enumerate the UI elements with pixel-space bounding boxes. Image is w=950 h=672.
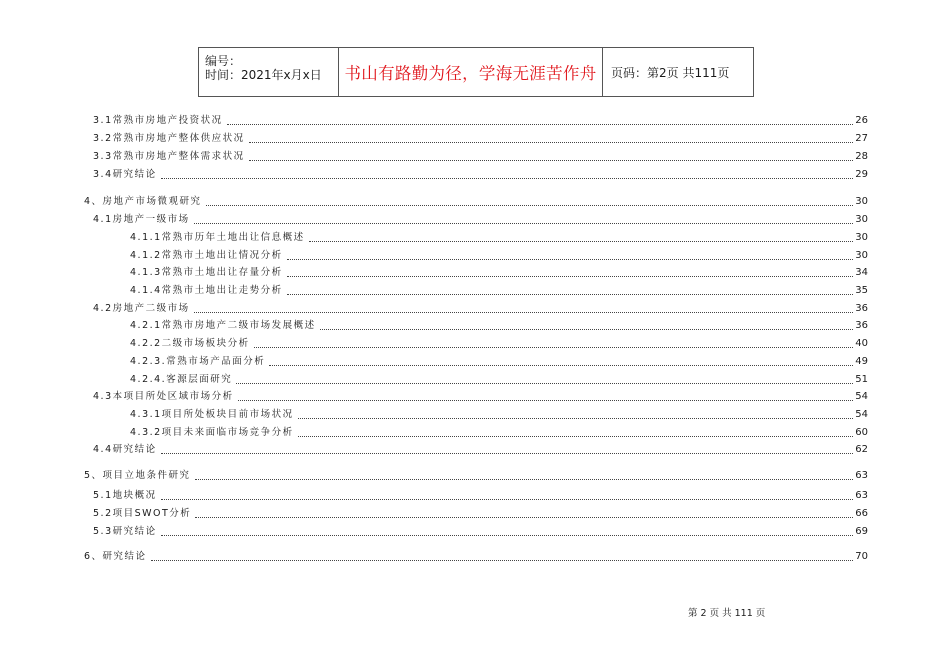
toc-entry[interactable]: [93, 486, 868, 503]
toc-entry-page: 63: [855, 470, 868, 481]
toc-entry-label: 5.2项目SWOT分析: [93, 508, 192, 519]
toc-leader-dots: [249, 149, 854, 161]
toc-entry-page: 36: [855, 303, 868, 314]
toc-entry-label: 5.3研究结论: [93, 526, 157, 537]
header-motto-cell: [339, 48, 603, 96]
toc-entry[interactable]: [130, 370, 868, 387]
toc-leader-dots: [227, 113, 854, 125]
toc-entry[interactable]: [93, 299, 868, 316]
toc-entry-page: 30: [855, 250, 868, 261]
toc-entry-page: 26: [855, 115, 868, 126]
toc-entry[interactable]: [130, 352, 868, 369]
toc-entry-label: 4.4研究结论: [93, 444, 157, 455]
toc-leader-dots: [254, 336, 854, 348]
toc-entry-page: 66: [855, 508, 868, 519]
toc-entry-label: 4.1.4常熟市土地出让走势分析: [130, 285, 283, 296]
toc-entry-label: 5、项目立地条件研究: [84, 470, 191, 481]
toc-entry[interactable]: [130, 423, 868, 440]
toc-entry-label: 4.3.1项目所处板块目前市场状况: [130, 409, 294, 420]
toc-entry-page: 30: [855, 214, 868, 225]
toc-entry[interactable]: [93, 440, 868, 457]
toc-entry[interactable]: [130, 246, 868, 263]
toc-entry[interactable]: [93, 504, 868, 521]
toc-entry-page: 49: [855, 356, 868, 367]
toc-entry-label: 6、研究结论: [84, 551, 147, 562]
toc-leader-dots: [161, 442, 854, 454]
header-motto: 书山有路勤为径，学海无涯苦作舟: [344, 64, 597, 83]
toc-leader-dots: [287, 265, 854, 277]
toc-leader-dots: [298, 407, 854, 419]
toc-entry[interactable]: [84, 547, 868, 564]
toc-leader-dots: [287, 283, 854, 295]
toc-entry-page: 60: [855, 427, 868, 438]
toc-entry-page: 54: [855, 409, 868, 420]
toc-entry-label: 3.2常熟市房地产整体供应状况: [93, 133, 245, 144]
toc-entry[interactable]: [130, 228, 868, 245]
toc-entry-label: 4.3.2项目未来面临市场竞争分析: [130, 427, 294, 438]
toc-entry[interactable]: [130, 316, 868, 333]
toc-entry[interactable]: [130, 334, 868, 351]
toc-entry-page: 28: [855, 151, 868, 162]
toc-entry[interactable]: [93, 210, 868, 227]
toc-entry[interactable]: [93, 111, 868, 128]
toc-entry[interactable]: [130, 405, 868, 422]
toc-leader-dots: [161, 488, 854, 500]
toc-entry-label: 5.1地块概况: [93, 490, 157, 501]
toc-entry[interactable]: [93, 147, 868, 164]
toc-entry-label: 3.4研究结论: [93, 169, 157, 180]
toc-entry-page: 70: [855, 551, 868, 562]
header-page-label: 页码：第2页 共111页: [611, 65, 730, 80]
toc-entry-page: 51: [855, 374, 868, 385]
toc-entry-label: 4.2.1常熟市房地产二级市场发展概述: [130, 320, 316, 331]
toc-leader-dots: [161, 167, 854, 179]
toc-entry-label: 4.1.3常熟市土地出让存量分析: [130, 267, 283, 278]
toc-entry-page: 36: [855, 320, 868, 331]
toc-entry-page: 30: [855, 196, 868, 207]
page-footer: [688, 605, 765, 619]
toc-leader-dots: [151, 549, 854, 561]
toc-entry-page: 35: [855, 285, 868, 296]
toc-entry-label: 4.3本项目所处区域市场分析: [93, 391, 234, 402]
toc-entry-page: 27: [855, 133, 868, 144]
header-page-cell: [603, 48, 753, 96]
toc-leader-dots: [269, 354, 853, 366]
footer-page-text: 第 2 页 共 111 页: [688, 608, 766, 619]
toc-leader-dots: [236, 372, 853, 384]
toc-entry-page: 29: [855, 169, 868, 180]
toc-leader-dots: [298, 425, 854, 437]
toc-entry-label: 3.1常熟市房地产投资状况: [93, 115, 223, 126]
toc-entry[interactable]: [84, 466, 868, 483]
toc-entry-page: 62: [855, 444, 868, 455]
toc-entry-label: 4.1房地产一级市场: [93, 214, 190, 225]
toc-leader-dots: [287, 248, 854, 260]
toc-leader-dots: [194, 212, 854, 224]
toc-entry-page: 34: [855, 267, 868, 278]
toc-leader-dots: [195, 506, 853, 518]
toc-entry[interactable]: [130, 281, 868, 298]
toc-entry[interactable]: [93, 165, 868, 182]
toc-leader-dots: [309, 230, 854, 242]
toc-entry-label: 4.1.1常熟市历年土地出让信息概述: [130, 232, 305, 243]
toc-leader-dots: [195, 468, 854, 480]
toc-entry-page: 54: [855, 391, 868, 402]
toc-leader-dots: [249, 131, 854, 143]
toc-entry-label: 4.1.2常熟市土地出让情况分析: [130, 250, 283, 261]
toc-leader-dots: [194, 301, 854, 313]
toc-leader-dots: [206, 194, 854, 206]
toc-entry[interactable]: [84, 192, 868, 209]
toc-entry-page: 63: [855, 490, 868, 501]
toc-entry[interactable]: [93, 387, 868, 404]
toc-entry-label: 4、房地产市场微观研究: [84, 196, 202, 207]
page-header: [198, 47, 754, 97]
toc-entry[interactable]: [93, 129, 868, 146]
header-info-cell: [199, 48, 339, 96]
toc-entry-label: 3.3常熟市房地产整体需求状况: [93, 151, 245, 162]
toc-entry[interactable]: [93, 522, 868, 539]
document-time-label: 时间：2021年x月x日: [205, 68, 322, 82]
toc-entry-page: 40: [855, 338, 868, 349]
toc-entry-page: 30: [855, 232, 868, 243]
toc-leader-dots: [161, 524, 854, 536]
document-number-label: 编号：: [205, 54, 242, 68]
toc-entry-label: 4.2房地产二级市场: [93, 303, 190, 314]
toc-entry-label: 4.2.4.客源层面研究: [130, 374, 233, 385]
toc-entry-label: 4.2.2二级市场板块分析: [130, 338, 250, 349]
toc-leader-dots: [320, 318, 854, 330]
toc-entry-page: 69: [855, 526, 868, 537]
toc-entry-label: 4.2.3.常熟市场产品面分析: [130, 356, 266, 367]
toc-entry[interactable]: [130, 263, 868, 280]
toc-leader-dots: [238, 389, 854, 401]
